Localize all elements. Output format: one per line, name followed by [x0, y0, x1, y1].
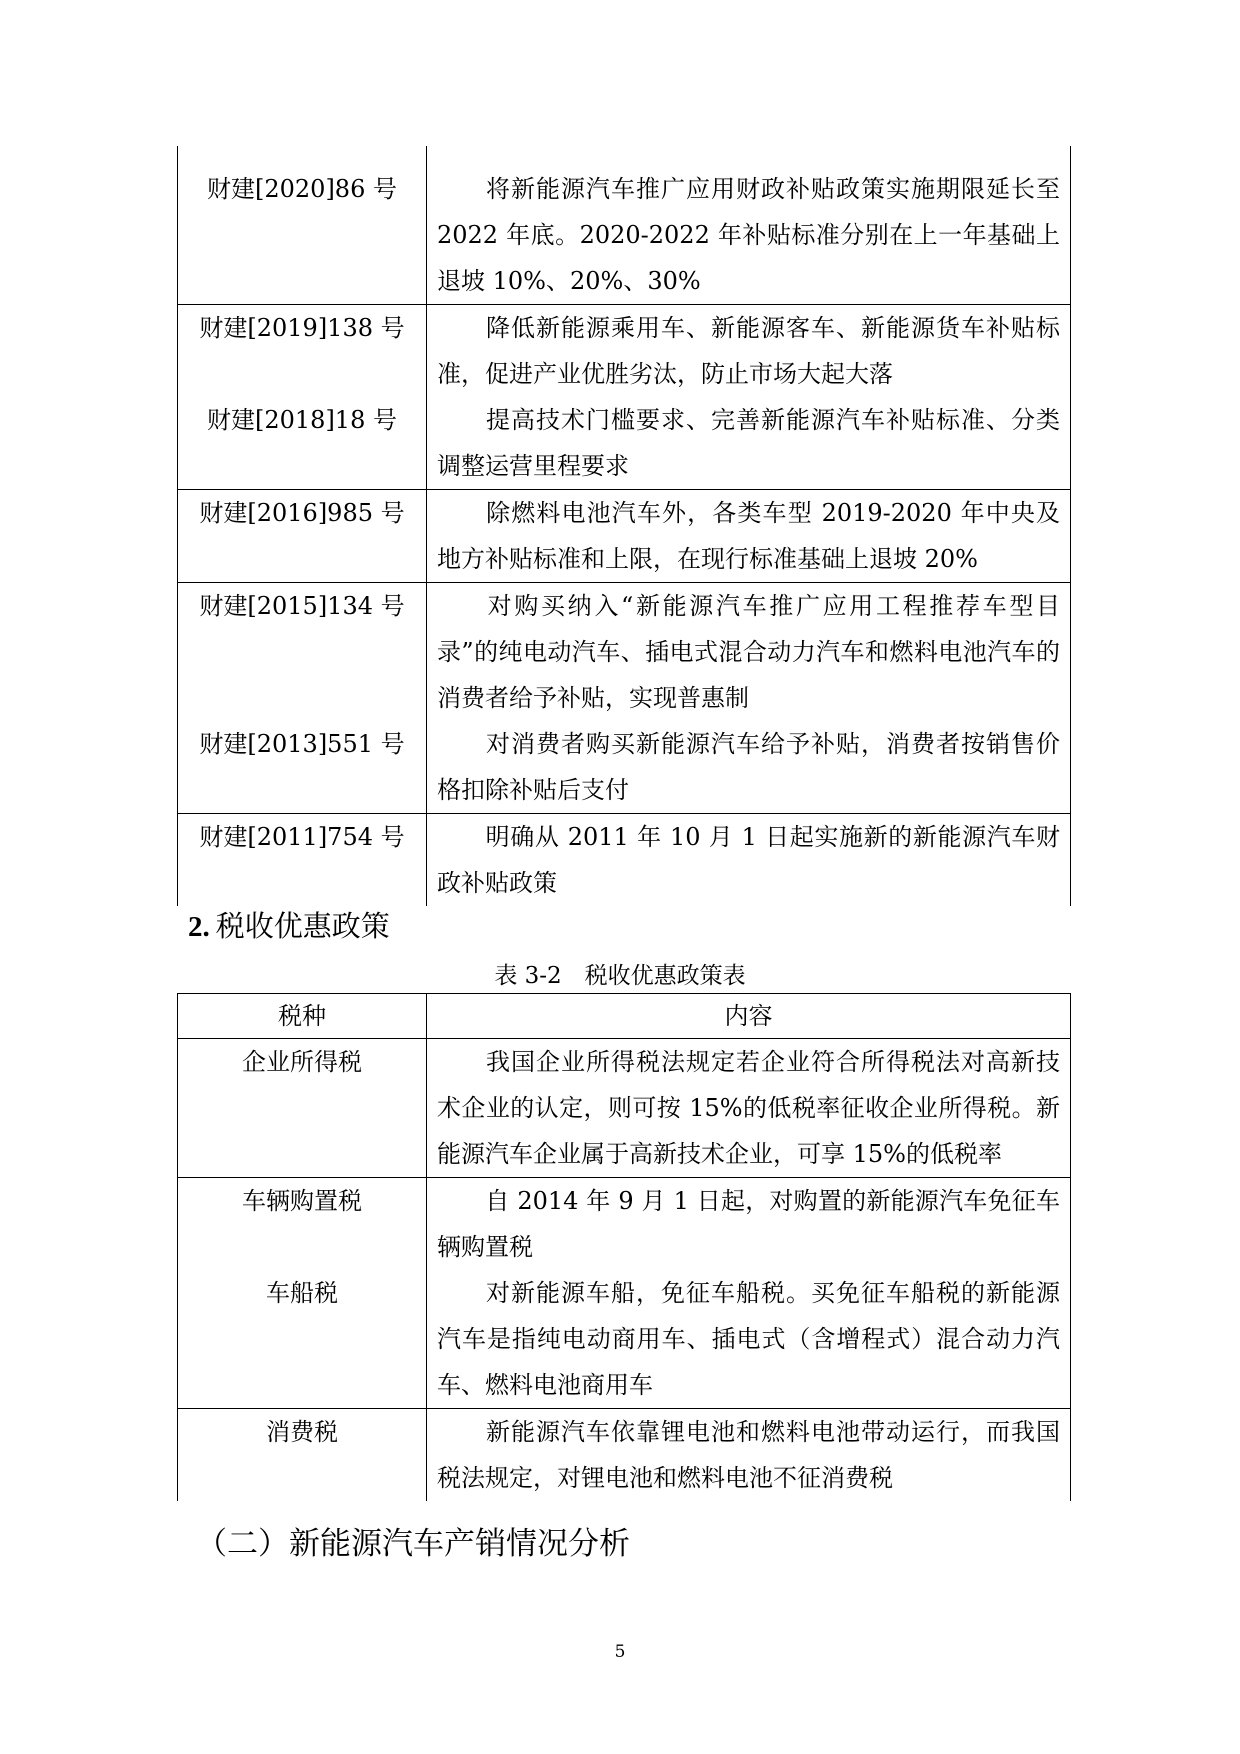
tax-type-cell: 消费税 [178, 1409, 427, 1502]
table-row [178, 1039, 1071, 1178]
column-header: 内容 [427, 994, 1071, 1039]
doc-number-cell: 财建[2019]138 号 [178, 305, 427, 398]
tax-content-cell: 我国企业所得税法规定若企业符合所得税法对高新技术企业的认定，则可按 15%的低税率征收企业所得税。新能源汽车企业属于高新技术企业，可享 15%的低税率 [427, 1039, 1071, 1178]
doc-number-cell: 财建[2020]86 号 [178, 146, 427, 305]
table-row [178, 305, 1071, 398]
table-row [178, 397, 1071, 490]
table-row [178, 721, 1071, 814]
table-row [178, 146, 1071, 305]
section-heading: （二）新能源汽车产销情况分析 [196, 1526, 630, 1562]
tax-content-cell: 新能源汽车依靠锂电池和燃料电池带动运行，而我国税法规定，对锂电池和燃料电池不征消费税 [427, 1409, 1071, 1502]
table-row [178, 583, 1071, 722]
doc-number-cell: 财建[2015]134 号 [178, 583, 427, 722]
policy-content-cell: 除燃料电池汽车外，各类车型 2019-2020 年中央及地方补贴标准和上限，在现行标准基础上退坡 20% [427, 490, 1071, 583]
column-header: 税种 [178, 994, 427, 1039]
tax-content-cell: 对新能源车船，免征车船税。买免征车船税的新能源汽车是指纯电动商用车、插电式（含增程式）混合动力汽车、燃料电池商用车 [427, 1270, 1071, 1409]
doc-number-cell: 财建[2016]985 号 [178, 490, 427, 583]
policy-content-cell: 降低新能源乘用车、新能源客车、新能源货车补贴标准，促进产业优胜劣汰，防止市场大起大落 [427, 305, 1071, 398]
table-row [178, 1409, 1071, 1502]
doc-number-cell: 财建[2013]551 号 [178, 721, 427, 814]
tax-policy-heading: 2. 税收优惠政策 [188, 909, 390, 943]
tax-type-cell: 企业所得税 [178, 1039, 427, 1178]
table-row [178, 814, 1071, 907]
doc-number-cell: 财建[2018]18 号 [178, 397, 427, 490]
policy-content-cell: 对消费者购买新能源汽车给予补贴，消费者按销售价格扣除补贴后支付 [427, 721, 1071, 814]
tax-policy-table [177, 993, 1071, 1501]
policy-content-cell: 将新能源汽车推广应用财政补贴政策实施期限延长至 2022 年底。2020-2022 年补贴标准分别在上一年基础上退坡 10%、20%、30% [427, 146, 1071, 305]
table-row [178, 1270, 1071, 1409]
page-number: 5 [614, 1642, 626, 1662]
subsidy-policy-table [177, 146, 1071, 906]
policy-content-cell: 明确从 2011 年 10 月 1 日起实施新的新能源汽车财政补贴政策 [427, 814, 1071, 907]
policy-content-cell: 对购买纳入“新能源汽车推广应用工程推荐车型目录”的纯电动汽车、插电式混合动力汽车和燃料电池汽车的消费者给予补贴，实现普惠制 [427, 583, 1071, 722]
tax-type-cell: 车船税 [178, 1270, 427, 1409]
table-row [178, 1178, 1071, 1271]
doc-number-cell: 财建[2011]754 号 [178, 814, 427, 907]
table-caption: 表 3-2 税收优惠政策表 [494, 963, 746, 989]
tax-content-cell: 自 2014 年 9 月 1 日起，对购置的新能源汽车免征车辆购置税 [427, 1178, 1071, 1271]
policy-content-cell: 提高技术门槛要求、完善新能源汽车补贴标准、分类调整运营里程要求 [427, 397, 1071, 490]
table-row [178, 490, 1071, 583]
table-header-row [178, 994, 1071, 1039]
tax-type-cell: 车辆购置税 [178, 1178, 427, 1271]
